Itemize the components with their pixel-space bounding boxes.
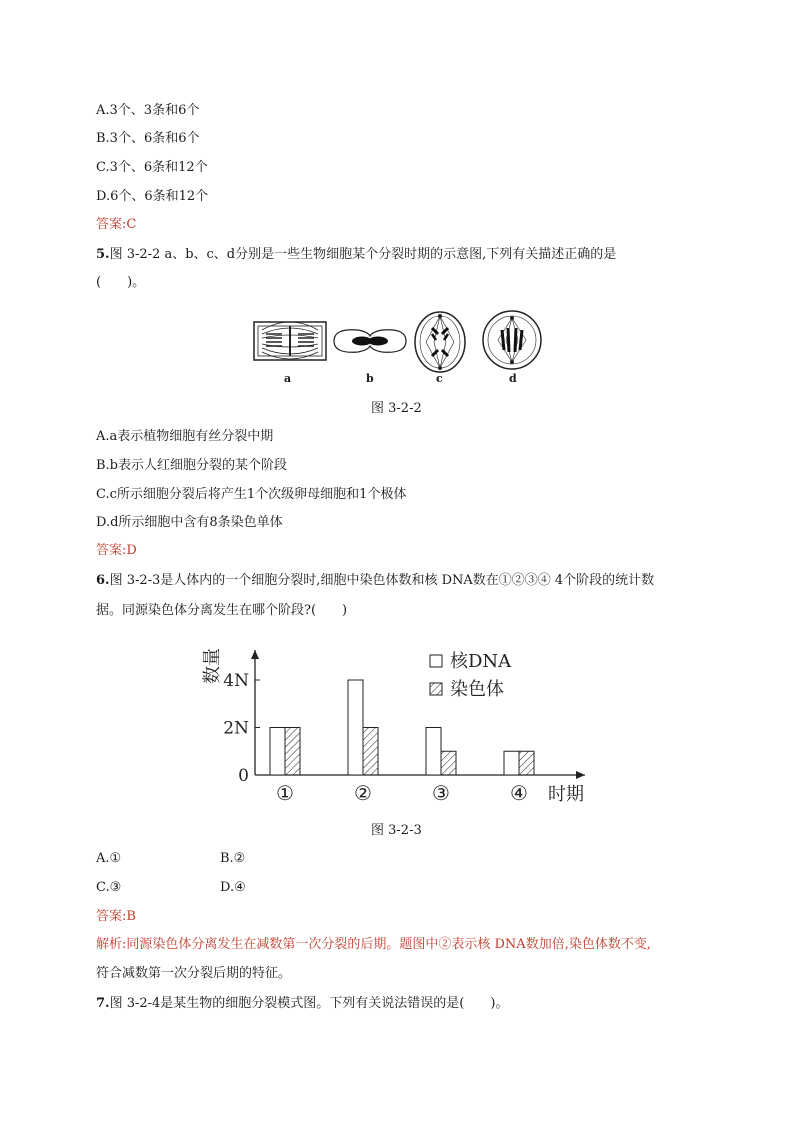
- q6-option-row1: [96, 850, 246, 868]
- q6-stem-text: 图 3-2-3是人体内的一个细胞分裂时,细胞中染色体数和核 DNA数在①②③④ 4个阶段的统计数: [109, 573, 655, 588]
- chart-categories: [276, 781, 528, 805]
- bar-dna: [504, 751, 519, 775]
- q5-option-a: A.a表示植物细胞有丝分裂中期: [96, 429, 274, 444]
- legend-label: 染色体: [450, 679, 504, 700]
- category-label: ①: [276, 781, 294, 805]
- q6-number: 6.: [96, 573, 110, 588]
- q5-number: 5.: [96, 247, 110, 262]
- cell-d-drawing: [483, 311, 541, 369]
- q6-answer: 答案:B: [96, 909, 136, 924]
- bar-chromosome: [363, 728, 378, 776]
- figure-caption-3-2-2: 图 3-2-2: [371, 401, 422, 416]
- figure-label-a: a: [284, 372, 292, 385]
- x-axis-arrow: [576, 771, 585, 779]
- cell-a-drawing: [254, 322, 326, 360]
- figure-label-b: b: [366, 372, 374, 385]
- cell-c-drawing: [415, 312, 465, 372]
- y-tick-label: 4N: [223, 671, 249, 691]
- stats-bar-chart: [190, 630, 600, 810]
- q4-option-a: A.3个、3条和6个: [96, 103, 200, 118]
- chart-ylabel: 数量: [202, 648, 223, 684]
- bar-chromosome: [519, 751, 534, 775]
- category-label: ③: [432, 781, 450, 805]
- q4-answer: 答案:C: [96, 217, 137, 232]
- chart-axes: [251, 650, 585, 779]
- q7-stem-text: 图 3-2-4是某生物的细胞分裂模式图。下列有关说法错误的是( )。: [109, 996, 509, 1011]
- y-tick-label: 2N: [223, 718, 249, 739]
- legend-swatch: [430, 683, 442, 695]
- q6-analysis-text: 解析:同源染色体分离发生在减数第一次分裂的后期。题图中②表示核 DNA数加倍,染色体数不变,: [96, 937, 651, 952]
- q5-answer: 答案:D: [96, 543, 137, 558]
- q6-option-row2: [96, 879, 246, 897]
- category-label: ②: [354, 781, 372, 805]
- q6-analysis-line1: [96, 936, 651, 954]
- q6-option-c: C.③: [96, 880, 122, 895]
- cell-b-drawing: [334, 330, 406, 353]
- q7-stem: [96, 995, 508, 1013]
- q6-analysis-line2: 符合减数第一次分裂后期的特征。: [96, 966, 292, 981]
- cell-division-figure: [248, 308, 548, 388]
- q5-option-b: B.b表示人红细胞分裂的某个阶段: [96, 458, 288, 473]
- y-axis-arrow: [251, 650, 259, 659]
- chart-legend: [430, 651, 512, 700]
- legend-swatch: [430, 655, 442, 667]
- bar-chromosome: [285, 728, 300, 776]
- q4-option-c: C.3个、6条和12个: [96, 160, 208, 175]
- q6-stem-line2: 据。同源染色体分离发生在哪个阶段?( ): [96, 603, 348, 618]
- q7-number: 7.: [96, 996, 110, 1011]
- q6-option-a: A.①: [96, 851, 122, 866]
- q6-stem-line1: [96, 572, 654, 590]
- bar-dna: [270, 728, 285, 776]
- q6-option-b: B.②: [220, 851, 246, 866]
- q6-option-d: D.④: [220, 880, 246, 895]
- q5-option-c: C.c所示细胞分裂后将产生1个次级卵母细胞和1个极体: [96, 487, 407, 502]
- bar-dna: [348, 680, 363, 775]
- y-tick-label: 0: [238, 766, 249, 786]
- chart-xlabel: 时期: [548, 784, 584, 805]
- q5-stem-line2: ( )。: [96, 275, 146, 290]
- q5-option-d: D.d所示细胞中含有8条染色单体: [96, 515, 283, 530]
- legend-label: 核DNA: [450, 651, 512, 672]
- q5-stem-line1: [96, 246, 616, 264]
- bar-dna: [426, 728, 441, 776]
- q5-stem-text: 图 3-2-2 a、b、c、d分别是一些生物细胞某个分裂时期的示意图,下列有关描述正确的是: [109, 247, 617, 262]
- category-label: ④: [510, 781, 528, 805]
- bar-chromosome: [441, 751, 456, 775]
- figure-label-c: c: [436, 372, 443, 385]
- q4-option-b: B.3个、6条和6个: [96, 131, 200, 146]
- figure-label-d: d: [509, 372, 517, 385]
- figure-caption-3-2-3: 图 3-2-3: [371, 823, 422, 838]
- q4-option-d: D.6个、6条和12个: [96, 189, 209, 204]
